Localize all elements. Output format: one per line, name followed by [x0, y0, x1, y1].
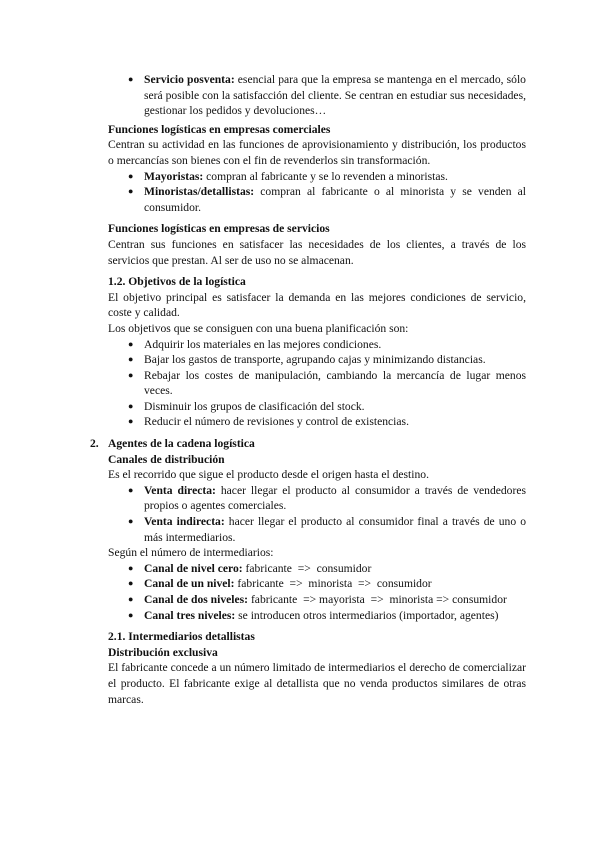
list-item: ● Venta directa: hacer llegar el producto al consumidor a través de vendedores propios o agentes comerciales.: [128, 483, 527, 513]
list-item: ● Servicio posventa: esencial para que la empresa se mantenga en el mercado, sólo será posible con la satisfacción del cliente. Se centran en estudiar sus necesidades, gestionar los pedidos y devoluciones…: [128, 73, 526, 118]
list-item: ● Canal de nivel cero: fabricante => consumidor: [128, 561, 372, 575]
bullet-icon: ●: [128, 338, 134, 349]
bullet-icon: ●: [128, 170, 134, 181]
bullet-icon: ●: [128, 516, 134, 527]
section-heading: 1.2. Objetivos de la logística: [108, 275, 246, 289]
bullet-icon: ●: [128, 484, 134, 495]
document-content: [90, 72, 527, 707]
paragraph: Centran sus funciones en satisfacer las necesidades de los clientes, a través de los servicios que prestan. Al ser de uso no se almacenan.: [108, 237, 526, 267]
list-item: ● Canal de un nivel: fabricante => minorista => consumidor: [128, 577, 432, 591]
list-item: ● Canal tres niveles: se introducen otros intermediarios (importador, agentes): [128, 608, 499, 622]
list-item: ● Disminuir los grupos de clasificación del stock.: [128, 399, 365, 413]
numbered-heading: [90, 436, 526, 452]
bullet-icon: ●: [128, 400, 134, 411]
section-heading: 2.1. Intermediarios detallistas: [108, 630, 255, 644]
section-heading: Funciones logísticas en empresas comerciales: [108, 122, 331, 136]
list-item: ● Canal de dos niveles: fabricante => mayorista => minorista => consumidor: [128, 593, 507, 606]
bullet-icon: ●: [128, 369, 134, 380]
paragraph: El objetivo principal es satisfacer la demanda en las mejores condiciones de servicio, coste y calidad.: [108, 290, 526, 320]
list-item: ● Adquirir los materiales en las mejores condiciones.: [128, 337, 382, 351]
paragraph: Centran su actividad en las funciones de aprovisionamiento y distribución, los productos o mercancías son bienes con el fin de revenderlos sin transformación.: [108, 138, 526, 167]
list-item: ● Bajar los gastos de transporte, agrupando cajas y minimizando distancias.: [128, 353, 486, 367]
section-heading: Agentes de la cadena logística: [108, 437, 255, 451]
list-item: ● Rebajar los costes de manipulación, cambiando la mercancía de lugar menos veces.: [128, 368, 526, 398]
bullet-icon: ●: [128, 609, 134, 620]
section-heading: Funciones logísticas en empresas de servicios: [108, 222, 330, 236]
list-item: ● Mayoristas: compran al fabricante y se lo revenden a minoristas.: [128, 169, 448, 183]
subsection-heading: Distribución exclusiva: [108, 645, 218, 659]
list-item: ● Minoristas/detallistas: compran al fabricante o al minorista y se venden al consumidor.: [128, 185, 526, 214]
bullet-icon: ●: [128, 74, 134, 84]
paragraph: Según el número de intermediarios:: [108, 546, 274, 560]
bullet-icon: ●: [128, 594, 134, 604]
bullet-icon: ●: [128, 578, 134, 589]
list-item: ● Venta indirecta: hacer llegar el producto al consumidor final a través de uno o más intermediarios.: [128, 515, 526, 544]
list-item: ● Reducir el número de revisiones y control de existencias.: [128, 415, 409, 429]
bullet-icon: ●: [128, 416, 134, 427]
subsection-heading: Canales de distribución: [108, 452, 225, 466]
bullet-list: [108, 561, 526, 623]
bullet-icon: ●: [128, 186, 134, 197]
bullet-list: [108, 169, 526, 216]
paragraph: Los objetivos que se consiguen con una buena planificación son:: [108, 321, 409, 335]
paragraph: El fabricante concede a un número limitado de intermediarios el derecho de comercializar el producto. El fabricante exige al detallista que no venda productos similares de otras marcas.: [108, 661, 526, 706]
bullet-list: [108, 483, 526, 545]
bullet-list: [108, 337, 526, 431]
top-bullet-list: [108, 72, 526, 119]
bullet-icon: ●: [128, 354, 134, 365]
section-number: 2.: [90, 437, 99, 451]
bullet-icon: ●: [128, 562, 134, 573]
paragraph: Es el recorrido que sigue el producto desde el origen hasta el destino.: [108, 468, 429, 482]
